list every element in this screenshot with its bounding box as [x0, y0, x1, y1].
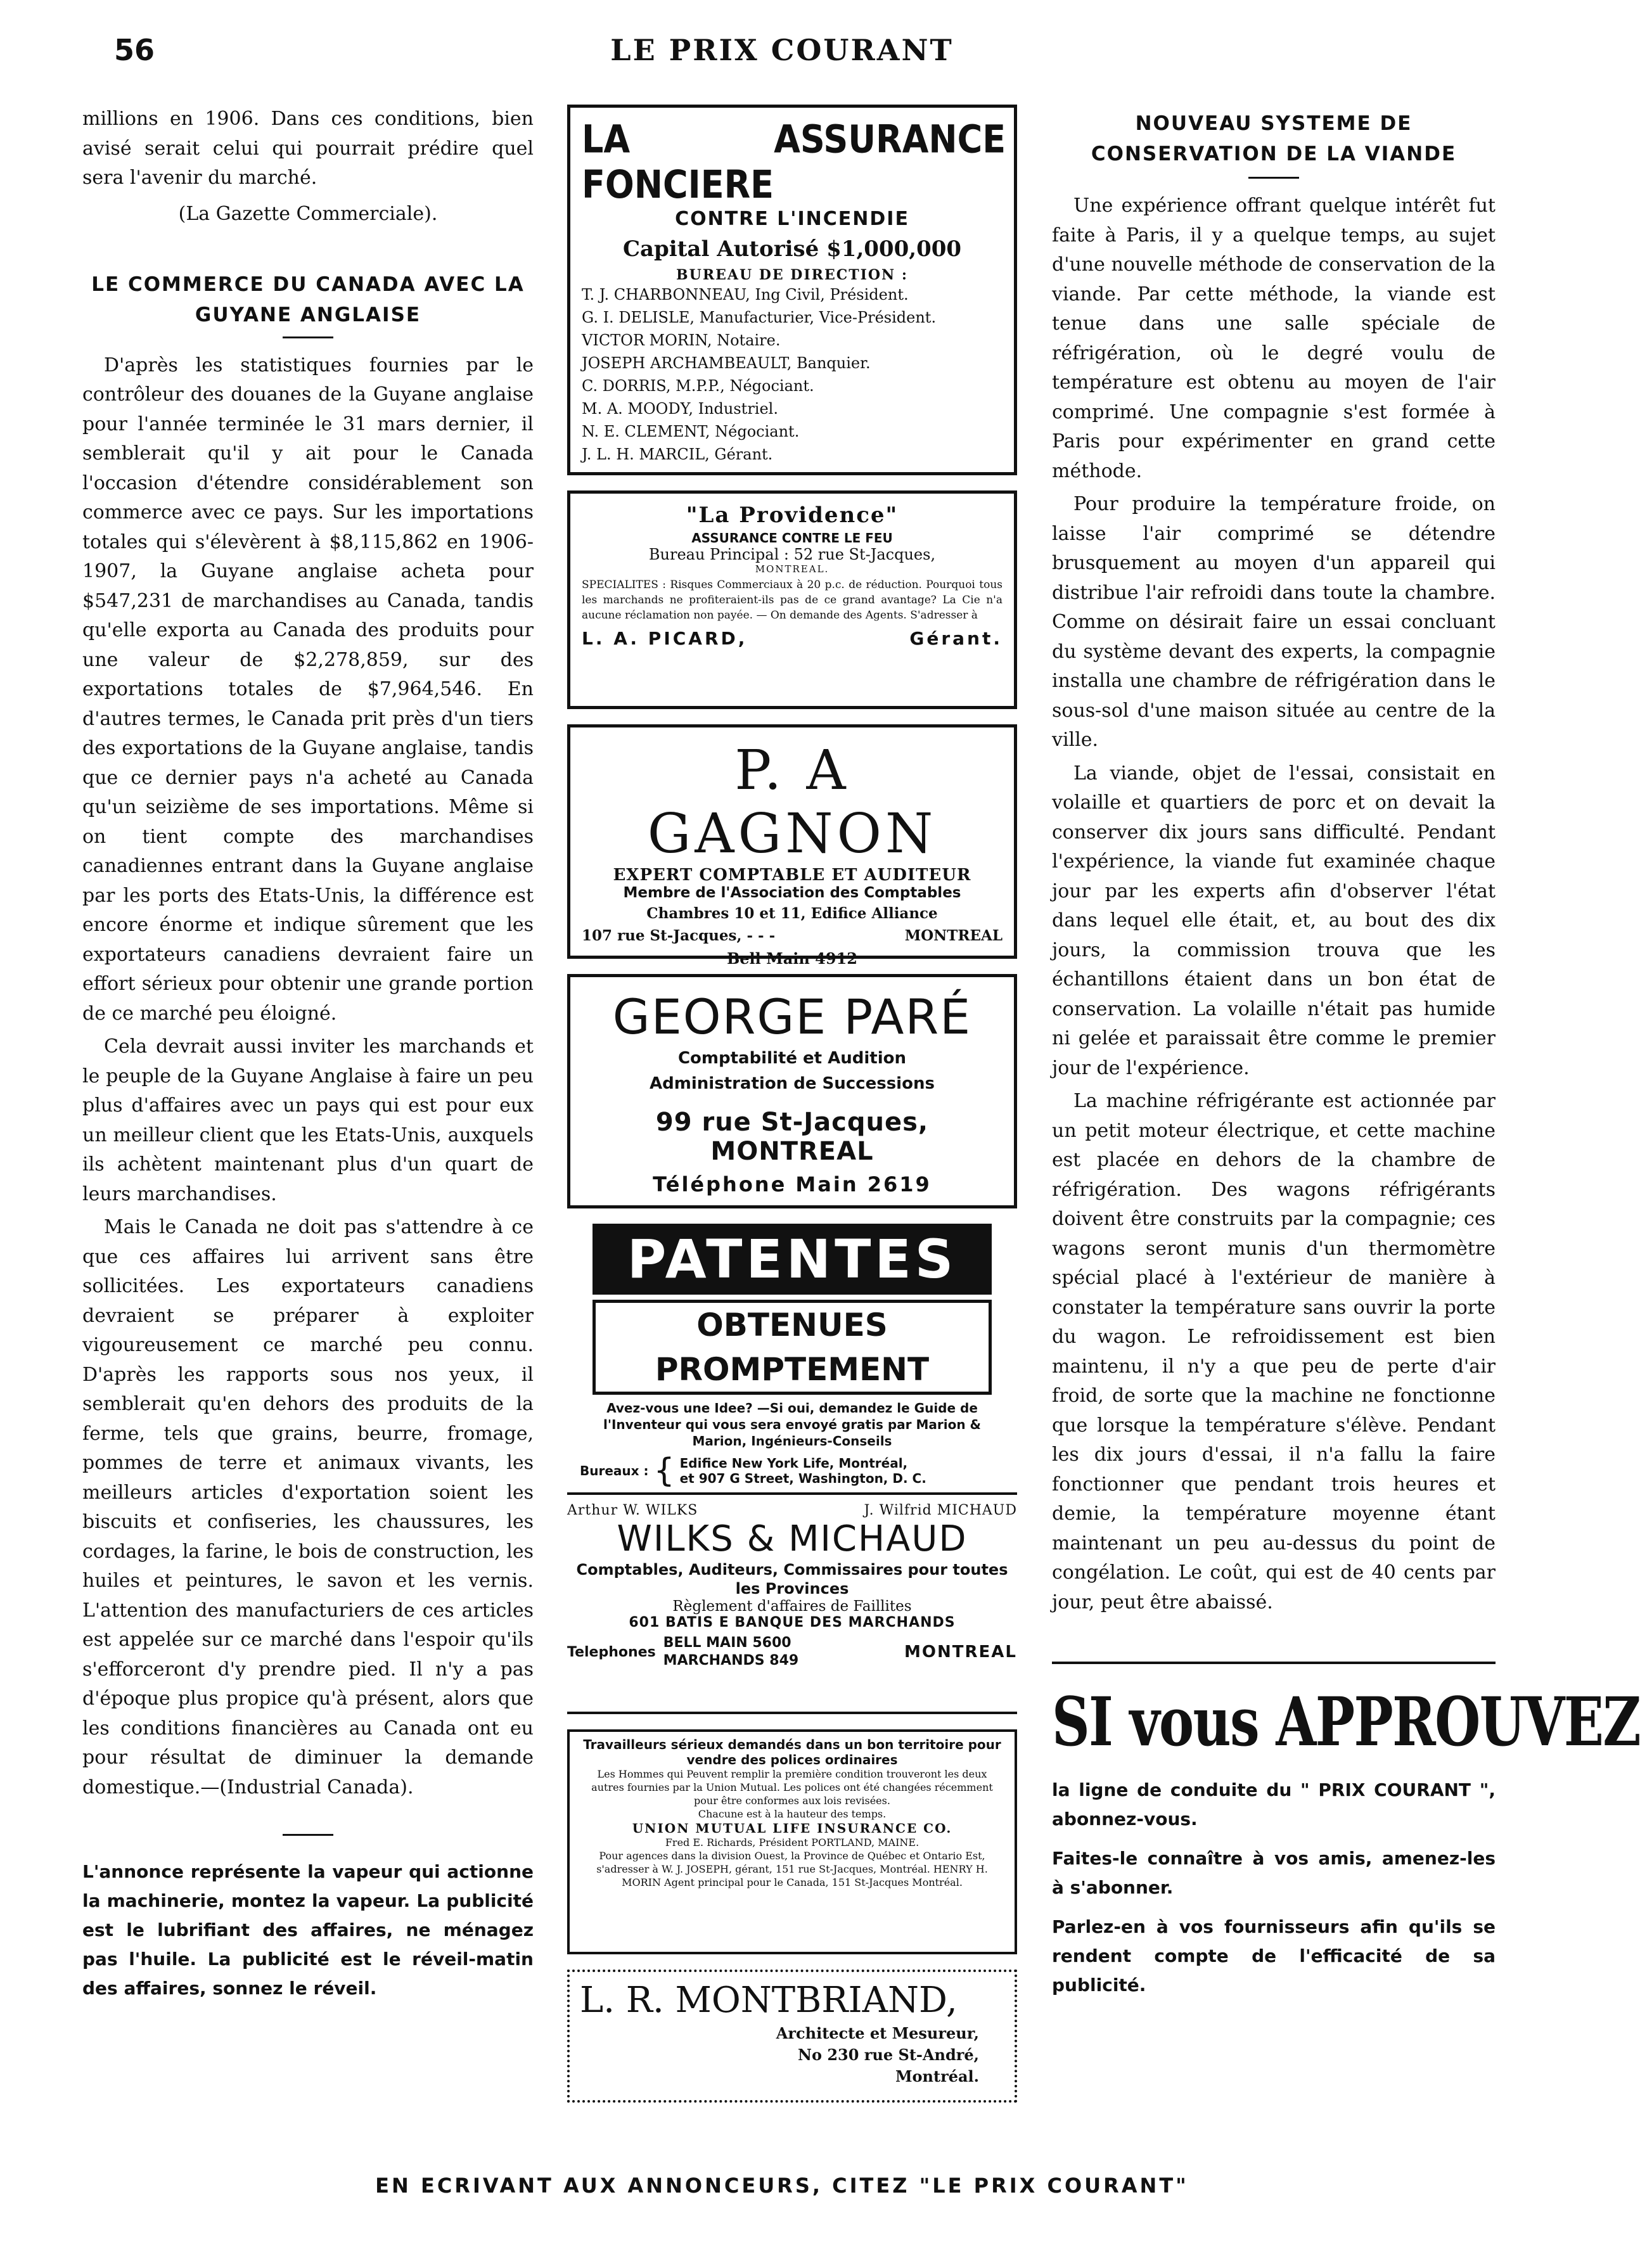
- ad-bureaux-line: et 907 G Street, Washington, D. C.: [679, 1471, 926, 1486]
- ad-member: M. A. MOODY, Industriel.: [582, 400, 778, 418]
- ad-text: Pour agences dans la division Ouest, la Province de Québec et Ontario Est, s'adresser à W. J. JOSEPH, gérant, 151 rue St-Jacques, Montréal. HENRY H. MORIN Agent principal pour le Canada, 151 St-Jacques Montréal.: [596, 1850, 988, 1888]
- ad-partner: Arthur W. WILKS: [567, 1502, 698, 1518]
- ad-bureaux-list: [680, 1456, 926, 1486]
- subscribe-paragraph: la ligne de conduite du " PRIX COURANT ", abonnez-vous.: [1052, 1779, 1496, 1829]
- ad-phone: BELL MAIN 5600: [663, 1635, 791, 1651]
- ad-la-fonciere: [567, 105, 1017, 475]
- article-paragraph: Pour produire la température froide, on laisse l'air comprimé se détendre brusquement au moyen d'un appareil qui distribue l'air refroidi dans toute la chambre. Comme on désirait faire un essai concluant du système devant des experts, la compagnie installa une chambre de réfrigération dans le sous-sol d'une maison située au centre de la ville.: [1052, 493, 1496, 751]
- ad-phone: Bell Main 4912: [727, 949, 857, 968]
- ad-title: Travailleurs sérieux demandés dans un bon territoire pour vendre des polices ordinaires: [583, 1737, 1001, 1767]
- ad-text: Fred E. Richards, Président PORTLAND, MAINE.: [665, 1836, 919, 1848]
- intro-source: (La Gazette Commerciale).: [178, 202, 438, 225]
- ad-line: Montréal.: [895, 2067, 979, 2085]
- ad-partner: J. Wilfrid MICHAUD: [864, 1502, 1017, 1518]
- ad-la-providence: [567, 490, 1017, 709]
- article-paragraph: La viande, objet de l'essai, consistait en volaille et quartiers de porc et on devait la conserver dix jours sans difficulté. Pendant l'expérience, la viande fut examinée chaque jour par les experts afin d'observer l'état dans lequel elle était, et, au bout des dix jours, la commission trouva que les échantillons étaient dans un bon état de conservation. La volaille n'était pas humide ni gelée et paraissait être comme le premier jour de l'expérience.: [1052, 762, 1496, 1079]
- ad-line: Comptabilité et Audition: [677, 1049, 907, 1068]
- ad-line: Comptables, Auditeurs, Commissaires pour toutes les Provinces: [576, 1561, 1008, 1598]
- ad-agent-row: [582, 628, 1003, 649]
- ad-title: PATENTES: [593, 1224, 992, 1295]
- ad-phone-label: Telephones: [567, 1644, 656, 1660]
- ad-line: Administration de Successions: [650, 1074, 935, 1093]
- ad-george-pare: [567, 974, 1017, 1208]
- ad-member: VICTOR MORIN, Notaire.: [582, 331, 781, 349]
- ad-phones: [663, 1634, 799, 1670]
- ad-agent-name: L. A. PICARD,: [582, 628, 748, 649]
- article-paragraph: Une expérience offrant quelque intérêt fut faite à Paris, il y a quelque temps, au sujet d'une nouvelle méthode de conservation de la viande. Par cette méthode, la viande est tenue dans une salle spéciale de réfrigération, où le degré voulu de température est obtenu au moyen de l'air comprimé. Une compagnie s'est formée à Paris pour expérimenter en grand cette méthode.: [1052, 195, 1496, 482]
- article-heading: NOUVEAU SYSTEME DE CONSERVATION DE LA VIANDE: [1091, 112, 1457, 165]
- ad-city: MONTREAL: [904, 927, 1003, 944]
- ad-title: "La Providence": [686, 503, 899, 528]
- ad-wilks-michaud: [567, 1492, 1017, 1714]
- ad-address-row: [582, 927, 1003, 944]
- ad-capital: Capital Autorisé $1,000,000: [622, 236, 962, 262]
- ad-title-right: ASSURANCE: [774, 117, 1006, 162]
- ad-bureau: BUREAU DE DIRECTION :: [676, 267, 908, 283]
- ad-title: [582, 117, 1006, 207]
- ad-bureaux-line: Edifice New York Life, Montréal,: [679, 1456, 908, 1471]
- ad-phones-row: [567, 1634, 1017, 1670]
- divider: [283, 336, 333, 338]
- ad-line: 601 BATIS E BANQUE DES MARCHANDS: [629, 1615, 956, 1631]
- ad-member: G. I. DELISLE, Manufacturier, Vice-Président.: [582, 309, 937, 326]
- ad-text: Chacune est à la hauteur des temps.: [698, 1808, 887, 1820]
- subscribe-title: SI vous APPROUVEZ: [1052, 1682, 1640, 1761]
- page-header: [0, 33, 1564, 77]
- ad-address: 107 rue St-Jacques, - - -: [582, 927, 776, 944]
- ad-patentes: [567, 1224, 1017, 1490]
- ad-text: Avez-vous une Idee? —Si oui, demandez le Guide de l'Inventeur qui vous sera envoyé gratis par Marion & Marion, Ingénieurs-Conseils: [603, 1400, 981, 1449]
- ad-member: T. J. CHARBONNEAU, Ing Civil, Président.: [582, 286, 909, 304]
- ad-union-mutual: [567, 1729, 1017, 1954]
- ad-line: Règlement d'affaires de Faillites: [672, 1598, 912, 1615]
- ad-specialites: SPECIALITES : Risques Commerciaux à 20 p.c. de réduction. Pourquoi tous les marchands ne profiteraient-ils pas de ce grand avantage? La Cie n'a aucune réclamation non payée. — On demande des Agents. S'adresser à: [582, 579, 1003, 622]
- ad-member: J. L. H. MARCIL, Gérant.: [582, 445, 773, 463]
- ad-line: EXPERT COMPTABLE ET AUDITEUR: [613, 866, 971, 885]
- page-footer: EN ECRIVANT AUX ANNONCEURS, CITEZ "LE PRIX COURANT": [375, 2174, 1189, 2198]
- ad-line: No 230 rue St-André,: [798, 2046, 979, 2064]
- ad-subtitle: ASSURANCE CONTRE LE FEU: [691, 530, 893, 546]
- intro-paragraph: millions en 1906. Dans ces conditions, bien avisé serait celui qui pourrait prédire quel sera l'avenir du marché.: [82, 108, 534, 189]
- ad-address: Bureau Principal : 52 rue St-Jacques,: [648, 546, 936, 563]
- advertising-notice: L'annonce représente la vapeur qui actionne la machinerie, montez la vapeur. La publicité est le lubrifiant des affaires, ne ménagez pas l'huile. La publicité est le réveil-matin des affaires, sonnez le réveil.: [82, 1861, 534, 1999]
- ad-member: N. E. CLEMENT, Négociant.: [582, 423, 800, 440]
- ad-phone: MARCHANDS 849: [663, 1653, 799, 1669]
- ad-partners: [567, 1502, 1017, 1518]
- article-paragraph: D'après les statistiques fournies par le contrôleur des douanes de la Guyane anglaise pour l'année terminée le 31 mars dernier, il semblerait qu'il y ait pour le Canada l'occasion d'étendre considérablement son commerce avec ce pays. Sur les importations totales qui s'élevèrent à $8,115,862 en 1906-1907, la Guyane anglaise acheta pour $547,231 de marchandises au Canada, tandis qu'elle exporta au Canada des produits pour une valeur de $2,278,859, sur des exportations totales de $7,964,546. En d'autres termes, le Canada prit près d'un tiers des exportations de la Guyane anglaise, tandis que ce dernier pays n'a acheté au Canada qu'un seizième de ses importations. Même si on tient compte des marchandises canadiennes entrant dans la Guyane anglaise par les ports des Etats-Unis, la différence est encore énorme et indique sûrement que les exportateurs canadiens devraient faire un effort sérieux pour obtenir une grande portion de ce marché peu éloigné.: [82, 354, 534, 1025]
- ad-address: 99 rue St-Jacques, MONTREAL: [655, 1108, 929, 1166]
- ad-text: Les Hommes qui Peuvent remplir la première condition trouveront les deux autres fournies par la Union Mutual. Les polices ont été changées récemment pour être conformes aux lois revisées.: [591, 1768, 993, 1807]
- ad-subtitle: CONTRE L'INCENDIE: [675, 208, 909, 230]
- brace-glyph: {: [653, 1452, 675, 1490]
- subscribe-paragraph: Faites-le connaître à vos amis, amenez-les à s'abonner.: [1052, 1848, 1496, 1898]
- ad-city: MONTREAL.: [755, 563, 830, 575]
- ads-column: [567, 105, 1017, 2118]
- ad-line: Architecte et Mesureur,: [776, 2024, 979, 2042]
- article-paragraph: La machine réfrigérante est actionnée par un petit moteur électrique, et cette machine est placée en dehors de la chambre de réfrigération. Des wagons réfrigérants doivent être construits par la compagnie; ces wagons seront munis d'un thermomètre spécial placé à l'extérieur de manière à constater la température sans ouvrir la porte du wagon. Le refroidissement est bien maintenu, il n'y a que peu de perte d'air froid, de sorte que la machine ne fonctionne que lorsque la température s'élève. Pendant les dix jours d'essai, il n'a fallu la faire fonctionner que pendant trois heures et demie, la température moyenne étant maintenant un peu au-dessus du point de congélation. Le coût, qui est de 40 cents par jour, peut être abaissé.: [1052, 1090, 1496, 1613]
- ad-member: C. DORRIS, M.P.P., Négociant.: [582, 377, 814, 395]
- ad-bureaux-label: Bureaux :: [580, 1463, 649, 1478]
- divider: [1248, 177, 1299, 179]
- ad-line: Chambres 10 et 11, Edifice Alliance: [646, 905, 938, 922]
- ad-agent-title: Gérant.: [909, 628, 1003, 649]
- subscribe-paragraph: Parlez-en à vos fournisseurs afin qu'ils se rendent compte de l'efficacité de sa publicité.: [1052, 1916, 1496, 1996]
- ad-member: JOSEPH ARCHAMBEAULT, Banquier.: [582, 354, 871, 372]
- ad-company: UNION MUTUAL LIFE INSURANCE CO.: [632, 1821, 952, 1836]
- running-title: LE PRIX COURANT: [610, 33, 954, 67]
- ad-title: L. R. MONTBRIAND,: [580, 1980, 958, 2021]
- right-column: [1052, 105, 1640, 2000]
- ad-bureaux: [580, 1452, 1004, 1490]
- ad-line: Membre de l'Association des Comptables: [623, 885, 961, 901]
- article-paragraph: Mais le Canada ne doit pas s'attendre à ce que ces affaires lui arrivent sans être sollicitées. Les exportateurs canadiens devraient se préparer à exploiter vigoureusement ce marché peu connu. D'après les rapports sous nos yeux, il semblerait qu'en dehors des produits de la ferme, tels que grains, beurre, fromage, pommes de terre et animaux vivants, les meilleurs articles d'exportation soient les biscuits et confiseries, les chaussures, les cordages, la farine, le bois de construction, les huiles et peintures, le savon et les vernis. L'attention des manufacturiers de ces articles est appelée sur ce marché dans l'espoir qu'ils s'efforceront d'y prendre pied. Il n'y a pas d'époque plus propice qu'à présent, alors que les conditions financières au Canada ont eu pour résultat de diminuer la demande domestique.—(Industrial Canada).: [82, 1216, 534, 1798]
- ad-city: MONTREAL: [904, 1643, 1017, 1662]
- ad-montbriand: [567, 1970, 1017, 2103]
- ad-title-left: LA FONCIERE: [582, 117, 774, 207]
- subscribe-box: [1052, 1662, 1640, 2000]
- page-number: 56: [114, 33, 155, 67]
- ad-p-a-gagnon: [567, 724, 1017, 968]
- left-column: [82, 105, 534, 2003]
- ad-phone: Téléphone Main 2619: [653, 1172, 932, 1196]
- article-heading: LE COMMERCE DU CANADA AVEC LA GUYANE ANGLAISE: [91, 272, 525, 326]
- article-paragraph: Cela devrait aussi inviter les marchands et le peuple de la Guyane Anglaise à faire un peu plus d'affaires avec un pays qui est pour eux un meilleur client que les Etats-Unis, auxquels ils achètent maintenant plus d'un quart de leurs marchandises.: [82, 1035, 534, 1205]
- ad-title: P. A GAGNON: [647, 739, 937, 866]
- ad-title: WILKS & MICHAUD: [617, 1518, 968, 1560]
- ad-subtitle: OBTENUES PROMPTEMENT: [593, 1300, 992, 1395]
- divider: [283, 1834, 333, 1836]
- ad-title: GEORGE PARÉ: [612, 989, 972, 1045]
